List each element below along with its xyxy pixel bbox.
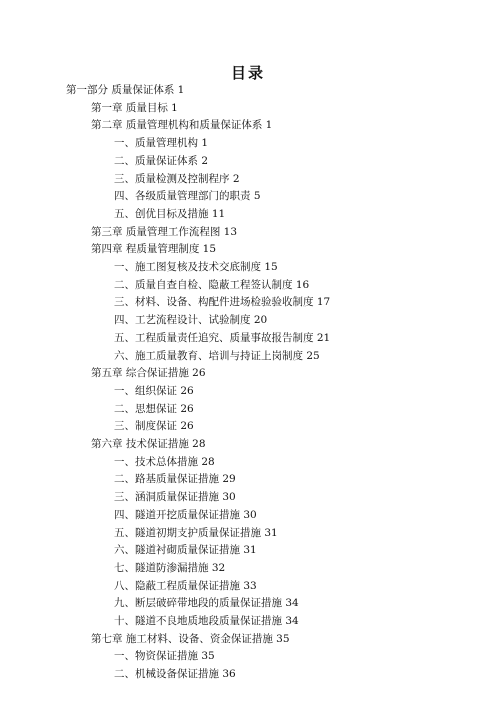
- toc-chapter-entry[interactable]: 第四章 程质量管理制度 15: [91, 243, 217, 256]
- toc-section-entry[interactable]: 一、组织保证 26: [114, 384, 194, 397]
- toc-section-entry[interactable]: 一、物资保证措施 35: [114, 650, 215, 663]
- toc-chapter-entry[interactable]: 第一章 质量目标 1: [91, 101, 178, 114]
- toc-chapter-entry[interactable]: 第六章 技术保证措施 28: [91, 438, 206, 450]
- toc-section-entry[interactable]: 三、涵洞质量保证措施 30: [114, 491, 236, 504]
- toc-section-entry[interactable]: 五、创优目标及措施 11: [114, 207, 226, 220]
- toc-section-entry[interactable]: 四、工艺流程设计、试验制度 20: [114, 314, 268, 327]
- toc-section-entry[interactable]: 四、隧道开挖质量保证措施 30: [114, 508, 257, 521]
- toc-part-entry[interactable]: 第一部分 质量保证体系 1: [66, 84, 185, 96]
- toc-section-entry[interactable]: 七、隧道防渗漏措施 32: [114, 561, 226, 574]
- toc-chapter-entry[interactable]: 第三章 质量管理工作流程图 13: [91, 225, 238, 238]
- toc-section-entry[interactable]: 一、质量管理机构 1: [114, 137, 209, 150]
- toc-section-entry[interactable]: 二、路基质量保证措施 29: [114, 473, 236, 486]
- toc-section-entry[interactable]: 一、施工图复核及技术交底制度 15: [114, 261, 278, 273]
- toc-section-entry[interactable]: 六、施工质量教育、培训与持证上岗制度 25: [114, 349, 320, 362]
- toc-chapter-entry[interactable]: 第二章 质量管理机构和质量保证体系 1: [91, 119, 273, 132]
- toc-section-entry[interactable]: 三、质量检测及控制程序 2: [114, 172, 240, 185]
- toc-section-entry[interactable]: 五、工程质量责任追究、质量事故报告制度 21: [114, 331, 331, 344]
- toc-section-entry[interactable]: 三、制度保证 26: [114, 420, 194, 433]
- toc-section-entry[interactable]: 三、材料、设备、构配件进场检验验收制度 17: [114, 296, 331, 309]
- toc-section-entry[interactable]: 二、质量保证体系 2: [114, 154, 209, 167]
- toc-section-entry[interactable]: 六、隧道衬砌质量保证措施 31: [114, 544, 257, 557]
- page-title: 目录: [230, 64, 265, 82]
- toc-section-entry[interactable]: 二、思想保证 26: [114, 402, 194, 415]
- toc-chapter-entry[interactable]: 第七章 施工材料、设备、资金保证措施 35: [91, 632, 290, 645]
- toc-section-entry[interactable]: 八、隐蔽工程质量保证措施 33: [114, 579, 257, 592]
- toc-section-entry[interactable]: 二、质量自查自检、隐蔽工程签认制度 16: [114, 278, 310, 291]
- toc-section-entry[interactable]: 一、技术总体措施 28: [114, 455, 215, 468]
- toc-section-entry[interactable]: 五、隧道初期支护质量保证措施 31: [114, 526, 278, 539]
- toc-chapter-entry[interactable]: 第五章 综合保证措施 26: [91, 367, 206, 380]
- toc-section-entry[interactable]: 二、机械设备保证措施 36: [114, 668, 236, 681]
- toc-section-entry[interactable]: 四、各级质量管理部门的职责 5: [114, 190, 261, 203]
- toc-section-entry[interactable]: 九、断层破碎带地段的质量保证措施 34: [114, 597, 299, 610]
- toc-section-entry[interactable]: 十、隧道不良地质地段质量保证措施 34: [114, 615, 299, 627]
